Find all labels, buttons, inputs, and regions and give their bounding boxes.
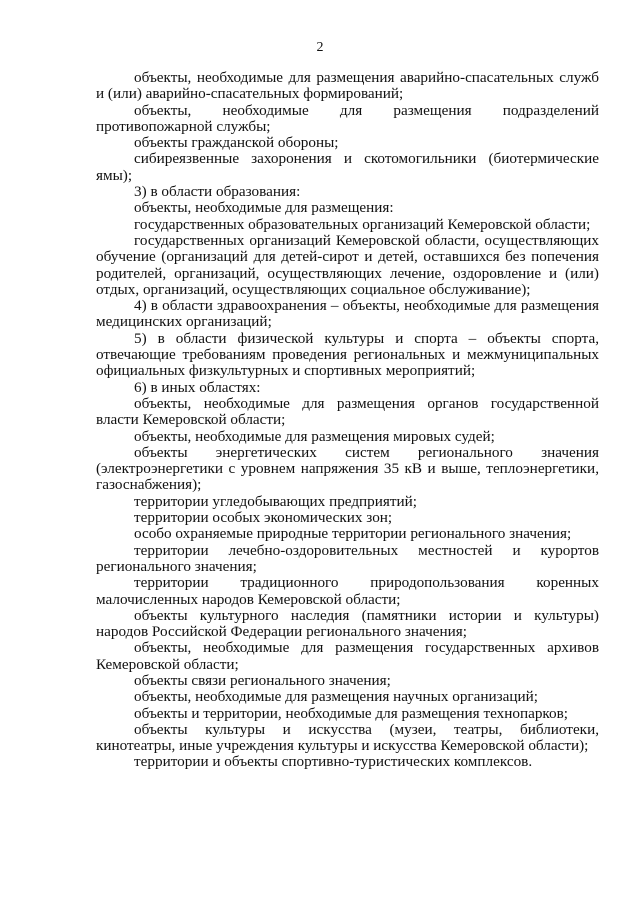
paragraph: 3) в области образования: [134,183,301,201]
paragraph: особо охраняемые природные территории регионального значения; [134,525,572,543]
paragraph: объекты, необходимые для размещения аварийно-спасательных служб и (или) аварийно-спасательных формирований; [96,69,599,103]
paragraph: 6) в иных областях: [134,378,261,396]
paragraph: территории и объекты спортивно-туристических комплексов. [134,753,533,771]
document-body [96,70,599,771]
paragraph: объекты и территории, необходимые для размещения технопарков; [134,704,569,722]
paragraph: объекты культурного наследия (памятники истории и культуры) народов Российской Федерации регионального значения; [96,606,599,641]
paragraph: объекты, необходимые для размещения государственных архивов Кемеровской области; [96,639,599,673]
paragraph: объекты, необходимые для размещения мировых судей; [134,427,495,445]
paragraph: объекты, необходимые для размещения органов государственной власти Кемеровской области; [96,394,599,429]
paragraph: территории угледобывающих предприятий; [134,492,417,510]
paragraph: объекты связи регионального значения; [134,671,391,689]
paragraph: государственных образовательных организаций Кемеровской области; [134,215,591,233]
page-number: 2 [316,40,324,55]
paragraph: объекты, необходимые для размещения научных организаций; [134,688,538,706]
paragraph: объекты энергетических систем регионального значения (электроэнергетики с уровнем напряжения 35 кВ и выше, теплоэнергетики, газоснабжения); [96,443,599,494]
paragraph: государственных организаций Кемеровской области, осуществляющих обучение (организаций для детей-сирот и детей, оставшихся без попечения родителей, организаций, осуществляющих лечение, оздоровление и (или) отдых, организаций, осуществляющих социальное обслуживание); [96,231,599,298]
paragraph: объекты, необходимые для размещения: [134,199,394,217]
paragraph: сибиреязвенные захоронения и скотомогильники (биотермические ямы); [96,150,599,184]
paragraph: 4) в области здравоохранения – объекты, необходимые для размещения медицинских организаций; [96,297,599,331]
paragraph: территории особых экономических зон; [134,509,393,527]
paragraph: объекты, необходимые для размещения подразделений противопожарной службы; [96,101,599,135]
paragraph: 5) в области физической культуры и спорта – объекты спорта, отвечающие требованиям проведения региональных и межмуниципальных официальных физкультурных и спортивных мероприятий; [96,329,599,380]
paragraph: территории лечебно-оздоровительных местностей и курортов регионального значения; [96,541,599,575]
paragraph: территории традиционного природопользования коренных малочисленных народов Кемеровской области; [96,574,599,608]
paragraph: объекты культуры и искусства (музеи, театры, библиотеки, кинотеатры, иные учреждения культуры и искусства Кемеровской области); [96,720,599,755]
paragraph: объекты гражданской обороны; [134,134,339,152]
